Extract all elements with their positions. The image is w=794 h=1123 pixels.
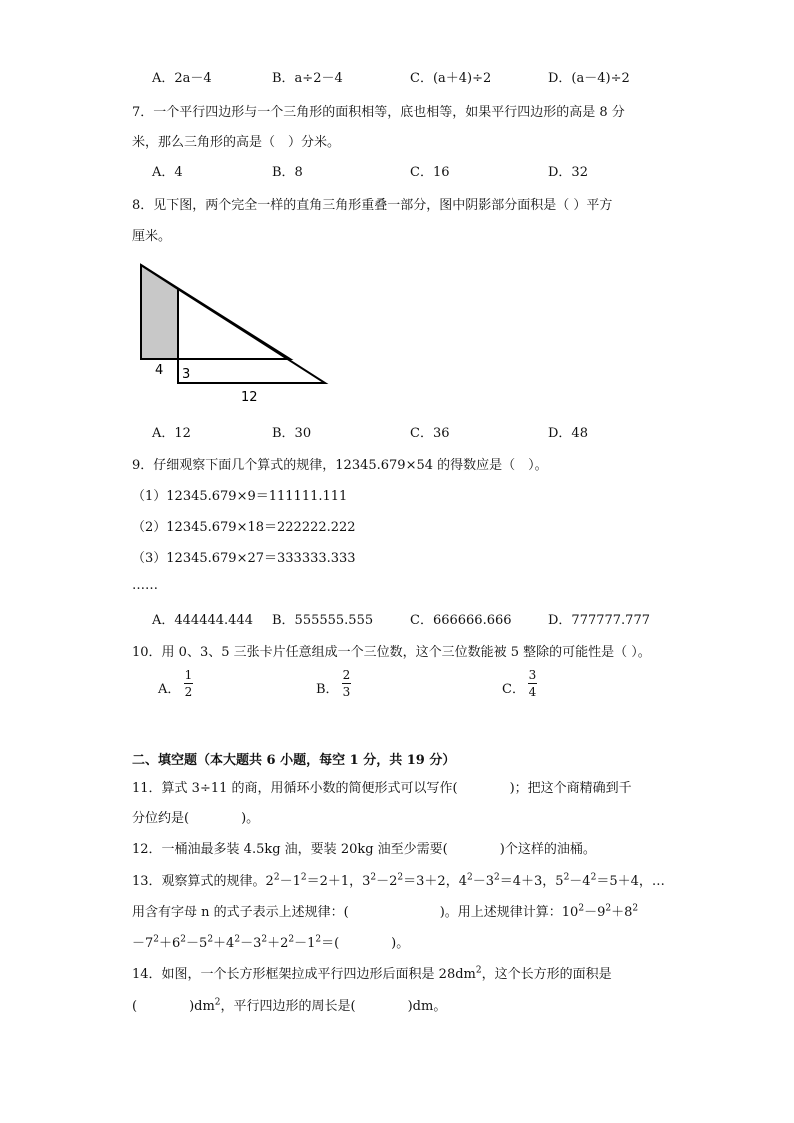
overlapping-triangles-figure — [138, 262, 338, 404]
q8-option-a: A．12 — [152, 426, 191, 441]
q12-text-line1: 12．一桶油最多装 4.5kg 油，要装 20kg 油至少需要( )个这样的油桶。 — [132, 842, 596, 857]
figure-label-3: 3 — [182, 367, 191, 382]
q6-option-b: B．a÷2－4 — [272, 71, 343, 86]
q10-option-b-letter: B． — [316, 682, 339, 697]
q13-text-line1: 13．观察算式的规律。$2^2-1^2=2+1$，$3^2-2^2=3+2$，$4^2-3^2=4+3$，$5^2-4^2=5+4$，… — [132, 872, 665, 889]
q7-option-b: B．8 — [272, 165, 303, 180]
q9-option-a: A．444444.444 — [152, 613, 253, 628]
q11-text-line1: 11．算式 3÷11 的商，用循环小数的简便形式可以写作( )；把这个商精确到千 — [132, 781, 632, 796]
triangle-right — [178, 289, 325, 383]
q6-option-a: A．2a－4 — [152, 71, 212, 86]
q9-option-c: C．666666.666 — [410, 613, 512, 628]
q8-text-line1: 8．见下图，两个完全一样的直角三角形重叠一部分，图中阴影部分面积是（ ）平方 — [132, 198, 613, 213]
q7-option-a: A．4 — [152, 165, 183, 180]
q6-option-c: C．(a＋4)÷2 — [410, 71, 492, 86]
q10-option-c-numerator: 3 — [528, 668, 537, 682]
q14-text-line2: ( )$dm^2$，平行四边形的周长是( )dm。 — [132, 997, 447, 1014]
section-heading-fill-blank: 二、填空题（本大题共 6 小题，每空 1 分，共 19 分） — [132, 753, 456, 768]
q10-option-a-fraction — [184, 668, 193, 699]
q14-text-line1: 14．如图，一个长方形框架拉成平行四边形后面积是 $28dm^2$，这个长方形的面积是 — [132, 965, 612, 982]
q13-text-line3: $-7^2+6^2-5^2+4^2-3^2+2^2-1^2=$( )。 — [132, 934, 410, 951]
q10-text-line1: 10．用 0、3、5 三张卡片任意组成一个三位数，这个三位数能被 5 整除的可能性是（ ）。 — [132, 645, 651, 660]
q9-ellipsis: …… — [132, 578, 158, 593]
q8-option-c: C．36 — [410, 426, 450, 441]
q9-item-3: （3）12345.679×27＝333333.333 — [132, 551, 356, 566]
q7-option-c: C．16 — [410, 165, 450, 180]
q7-option-d: D．32 — [548, 165, 588, 180]
q10-option-b-denominator: 3 — [342, 685, 351, 699]
q9-item-2: （2）12345.679×18＝222222.222 — [132, 520, 356, 535]
q10-option-b-numerator: 2 — [342, 668, 351, 682]
q8-option-d: D．48 — [548, 426, 588, 441]
q10-option-c-denominator: 4 — [528, 685, 537, 699]
q9-option-b: B．555555.555 — [272, 613, 374, 628]
q8-text-line2: 厘米。 — [132, 229, 172, 244]
q7-text-line2: 米，那么三角形的高是（ ）分米。 — [132, 135, 341, 150]
q6-option-d: D．(a－4)÷2 — [548, 71, 630, 86]
q8-option-b: B．30 — [272, 426, 312, 441]
q10-option-b-fraction — [342, 668, 351, 699]
figure-label-12: 12 — [241, 390, 258, 404]
q10-option-a-numerator: 1 — [184, 668, 193, 682]
q11-text-line2: 分位约是( )。 — [132, 811, 260, 826]
q13-text-line2: 用含有字母 n 的式子表示上述规律：( )。用上述规律计算：$10^2-9^2+8^2$ — [132, 903, 639, 920]
q9-item-1: （1）12345.679×9＝111111.111 — [132, 489, 348, 504]
q10-option-c-letter: C． — [502, 682, 525, 697]
q10-option-a-letter: A． — [158, 682, 181, 697]
figure-label-4: 4 — [155, 363, 164, 378]
q9-text-line1: 9．仔细观察下面几个算式的规律，12345.679×54 的得数应是（ ）。 — [132, 458, 548, 473]
q10-option-c-fraction — [528, 668, 537, 699]
q7-text-line1: 7．一个平行四边形与一个三角形的面积相等，底也相等，如果平行四边形的高是 8 分 — [132, 105, 625, 120]
q10-option-a-denominator: 2 — [184, 685, 193, 699]
shaded-region — [141, 265, 178, 359]
q9-option-d: D．777777.777 — [548, 613, 650, 628]
